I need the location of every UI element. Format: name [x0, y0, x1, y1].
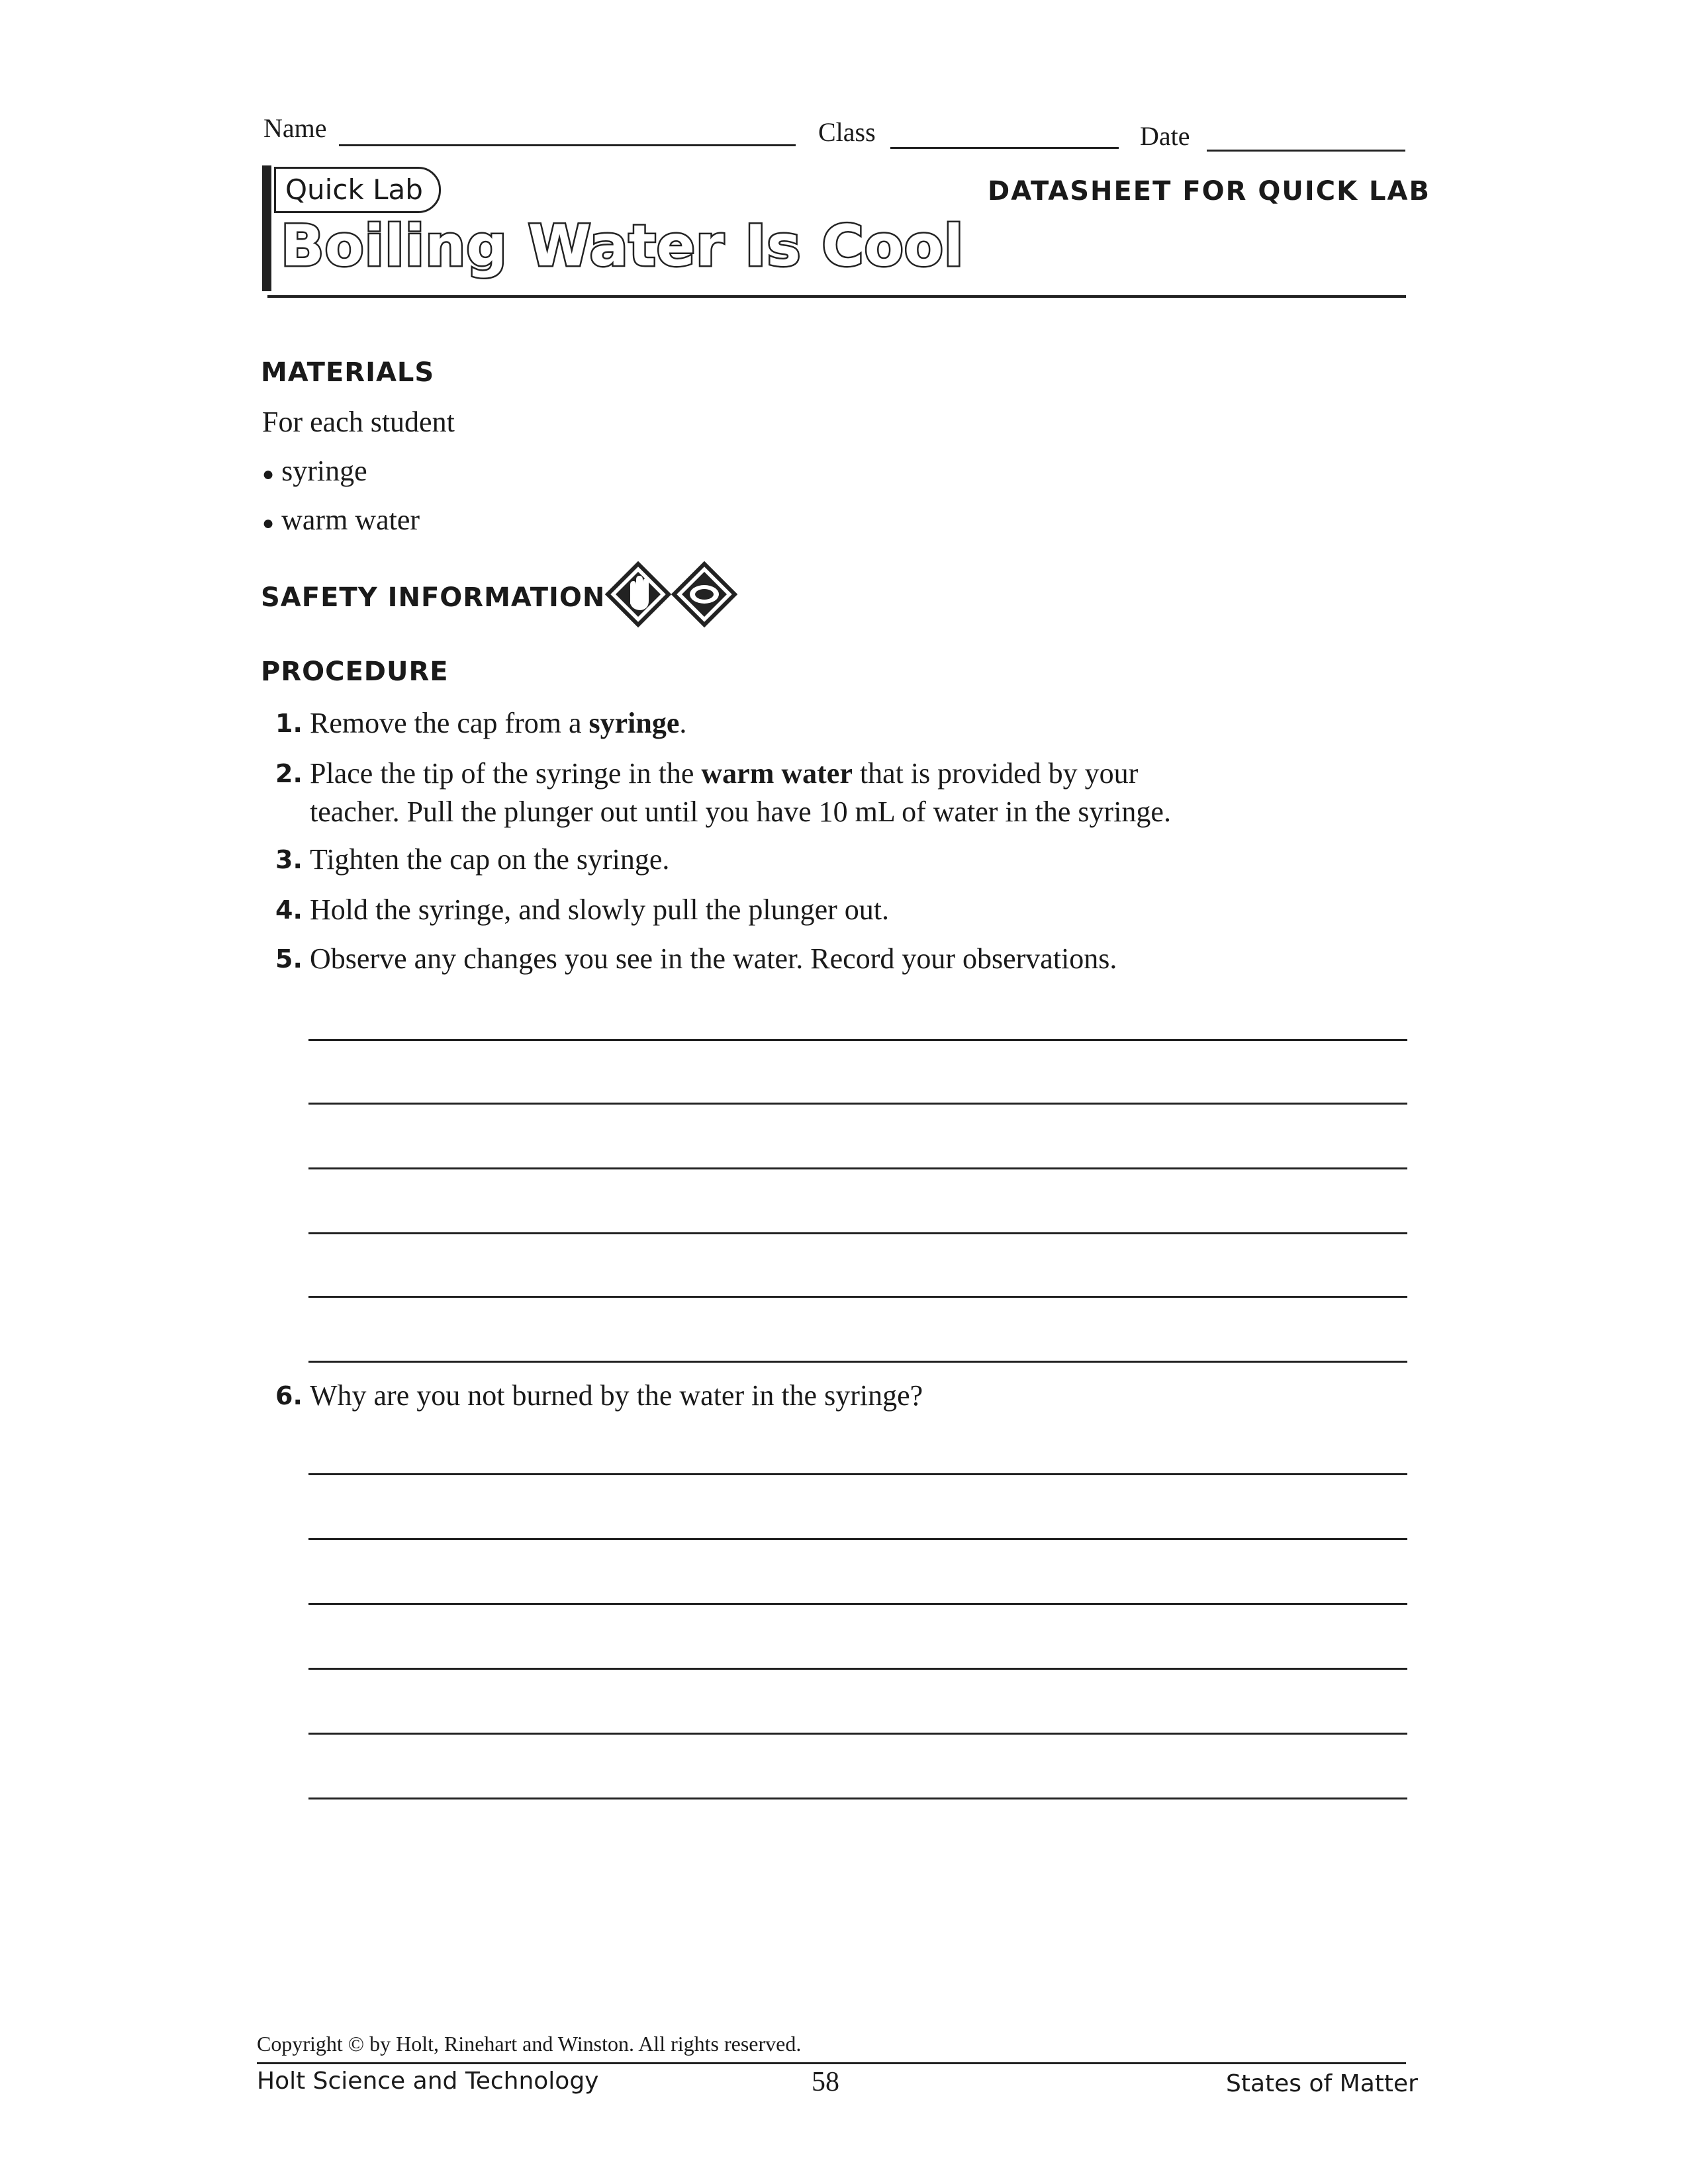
materials-intro: For each student	[262, 406, 455, 438]
materials-item-label: warm water	[281, 504, 420, 536]
step-number: 4.	[275, 895, 303, 925]
title-rule	[267, 295, 1406, 298]
answer-line[interactable]	[308, 1538, 1407, 1540]
bullet-icon: ●	[262, 512, 275, 534]
step-number: 5.	[275, 944, 303, 974]
step-text: Place the tip of the syringe in the warm water that is provided by your	[310, 757, 1139, 790]
name-field[interactable]	[339, 144, 796, 146]
procedure-step	[275, 704, 1401, 744]
hand-safety-icon	[608, 564, 669, 625]
step-text: Hold the syringe, and slowly pull the plunger out.	[310, 893, 889, 926]
answer-line[interactable]	[308, 1733, 1407, 1735]
answer-line[interactable]	[308, 1296, 1407, 1298]
procedure-heading: PROCEDURE	[261, 657, 449, 687]
materials-item	[262, 454, 367, 488]
date-label: Date	[1140, 121, 1190, 151]
answer-line[interactable]	[308, 1039, 1407, 1041]
page-number: 58	[812, 2067, 839, 2097]
subject-label: States of Matter	[1226, 2070, 1418, 2097]
safety-heading: SAFETY INFORMATION	[261, 582, 606, 613]
class-field[interactable]	[890, 147, 1119, 149]
answer-line[interactable]	[308, 1668, 1407, 1670]
title-left-bar	[262, 165, 271, 291]
procedure-step	[275, 841, 1401, 880]
procedure-step	[275, 891, 1401, 931]
goggles-safety-icon	[674, 564, 735, 625]
safety-icons	[605, 561, 744, 634]
step-number: 1.	[275, 709, 303, 738]
answer-line[interactable]	[308, 1603, 1407, 1605]
footer-rule	[257, 2062, 1406, 2064]
bullet-icon: ●	[262, 463, 275, 485]
step-text: Why are you not burned by the water in the syringe?	[310, 1379, 923, 1412]
page-title: Boiling Water Is Cool	[281, 213, 964, 279]
step-text: Tighten the cap on the syringe.	[310, 843, 670, 876]
answer-line[interactable]	[308, 1232, 1407, 1234]
publisher-label: Holt Science and Technology	[257, 2068, 599, 2095]
step-number: 6.	[275, 1381, 303, 1410]
materials-item	[262, 503, 420, 537]
materials-heading: MATERIALS	[261, 357, 435, 388]
class-label: Class	[818, 117, 876, 147]
procedure-step	[275, 754, 1401, 834]
copyright-notice: Copyright © by Holt, Rinehart and Winston. All rights reserved.	[257, 2032, 802, 2056]
materials-item-label: syringe	[281, 455, 367, 487]
datasheet-label: DATASHEET FOR QUICK LAB	[988, 176, 1430, 206]
step-number: 2.	[275, 759, 303, 788]
answer-line[interactable]	[308, 1103, 1407, 1105]
procedure-step	[275, 940, 1401, 979]
date-field[interactable]	[1207, 150, 1405, 152]
answer-line[interactable]	[308, 1167, 1407, 1169]
step-text-line2: teacher. Pull the plunger out until you have 10 mL of water in the syringe.	[310, 796, 1171, 828]
procedure-step	[275, 1377, 1401, 1416]
quick-lab-badge: Quick Lab	[274, 167, 441, 213]
answer-line[interactable]	[308, 1473, 1407, 1475]
step-text: Observe any changes you see in the water. Record your observations.	[310, 942, 1117, 975]
step-number: 3.	[275, 845, 303, 874]
step-keyword: warm water	[701, 757, 853, 790]
step-text: Remove the cap from a syringe.	[310, 707, 687, 739]
answer-line[interactable]	[308, 1361, 1407, 1363]
name-label: Name	[263, 113, 327, 143]
answer-line[interactable]	[308, 1797, 1407, 1799]
step-keyword: syringe	[588, 707, 680, 739]
